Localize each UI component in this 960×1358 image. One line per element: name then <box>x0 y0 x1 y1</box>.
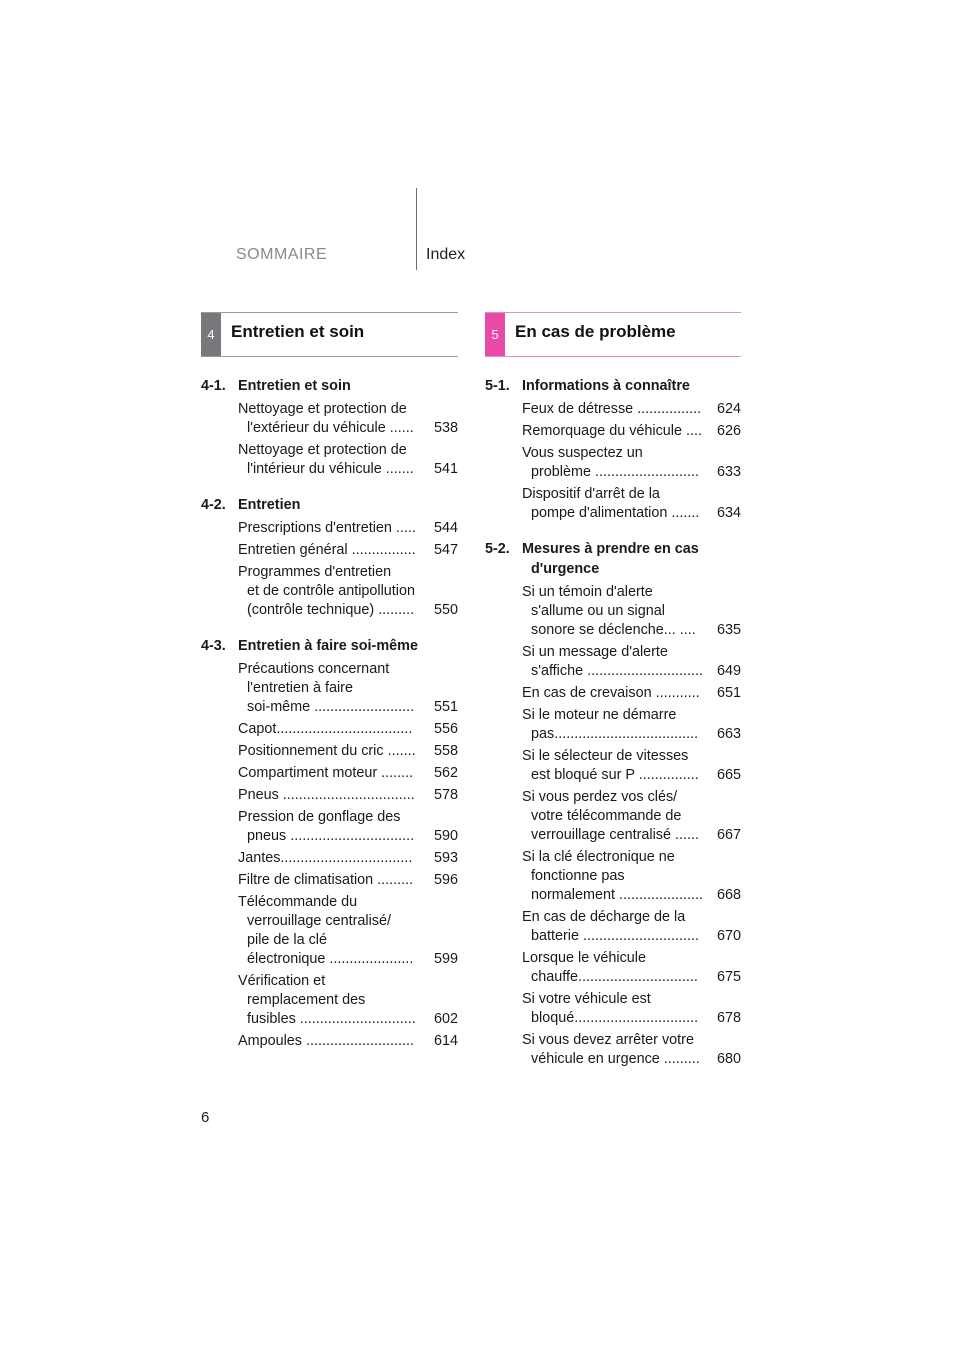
entry-text <box>522 422 709 441</box>
entry-line: fonctionne pas <box>531 868 625 884</box>
entry-text <box>238 742 426 761</box>
toc-entry[interactable] <box>201 1032 458 1051</box>
entry-line: Si la clé électronique ne <box>522 849 675 865</box>
entry-line: batterie ............................. <box>531 928 699 944</box>
entry-page-number: 678 <box>716 1010 741 1026</box>
entry-text <box>522 485 709 523</box>
entry-line: Si un message d'alerte <box>522 644 668 660</box>
entry-line: Jantes................................. <box>238 850 413 866</box>
entry-text <box>522 684 709 703</box>
group-heading <box>201 636 458 656</box>
group-title <box>238 636 458 656</box>
group-number: 4-2. <box>201 497 226 513</box>
entry-page-number: 541 <box>433 461 458 477</box>
entry-page-number: 562 <box>433 765 458 781</box>
entry-page-number: 614 <box>433 1033 458 1049</box>
entry-page-number: 624 <box>716 401 741 417</box>
group-title-line: Informations à connaître <box>522 378 690 394</box>
toc-group <box>201 495 458 620</box>
entry-page-number: 596 <box>433 872 458 888</box>
entry-line: Pneus ................................. <box>238 787 415 803</box>
entry-line: l'intérieur du véhicule ....... <box>247 461 414 477</box>
entry-text <box>238 893 426 969</box>
group-number: 4-3. <box>201 638 226 654</box>
entry-line: s'allume ou un signal <box>531 603 665 619</box>
group-heading <box>201 495 458 515</box>
group-title-line: Entretien <box>238 497 301 513</box>
entry-text <box>238 519 426 538</box>
entry-text <box>522 643 709 681</box>
entry-page-number: 547 <box>433 542 458 558</box>
entry-page-number: 556 <box>433 721 458 737</box>
entry-text <box>522 706 709 744</box>
toc-entry[interactable] <box>485 949 741 987</box>
section-title: En cas de problème <box>515 322 676 341</box>
entry-text <box>522 444 709 482</box>
toc-entry[interactable] <box>485 422 741 441</box>
toc-entry[interactable] <box>485 747 741 785</box>
entry-line: Entretien général ................ <box>238 542 416 558</box>
entry-page-number: 663 <box>716 726 741 742</box>
entry-line: problème .......................... <box>531 464 699 480</box>
group-title <box>522 539 741 579</box>
toc-entry[interactable] <box>485 684 741 703</box>
page-number: 6 <box>201 1109 210 1126</box>
section-header-5 <box>485 312 741 357</box>
toc-entry[interactable] <box>201 786 458 805</box>
entry-text <box>238 972 426 1029</box>
contents-link[interactable]: SOMMAIRE <box>236 246 328 263</box>
entry-page-number: 670 <box>716 928 741 944</box>
section-number-tab: 5 <box>485 313 505 356</box>
toc-entry[interactable] <box>485 848 741 905</box>
entry-page-number: 626 <box>716 423 741 439</box>
entry-page-number: 550 <box>433 602 458 618</box>
entry-text <box>522 990 709 1028</box>
entry-text <box>238 563 426 620</box>
entry-text <box>522 1031 709 1069</box>
toc-entry[interactable] <box>485 990 741 1028</box>
section-title: Entretien et soin <box>231 322 365 341</box>
entry-line: Pression de gonflage des <box>238 809 401 825</box>
entry-page-number: 551 <box>433 699 458 715</box>
toc-entry[interactable] <box>201 660 458 717</box>
entry-page-number: 634 <box>716 505 741 521</box>
toc-entry[interactable] <box>201 764 458 783</box>
entry-line: Si le sélecteur de vitesses <box>522 748 689 764</box>
entry-page-number: 649 <box>716 663 741 679</box>
entry-page-number: 558 <box>433 743 458 759</box>
toc-entry[interactable] <box>201 808 458 846</box>
entry-text <box>522 848 709 905</box>
entry-line: votre télécommande de <box>531 808 682 824</box>
toc-entry[interactable] <box>201 893 458 969</box>
toc-entry[interactable] <box>485 788 741 845</box>
entry-text <box>522 949 709 987</box>
entry-line: Si le moteur ne démarre <box>522 707 677 723</box>
entry-line: et de contrôle antipollution <box>247 583 416 599</box>
entry-line: Feux de détresse ................ <box>522 401 702 417</box>
entry-text <box>238 764 426 783</box>
entry-page-number: 544 <box>433 520 458 536</box>
entry-page-number: 578 <box>433 787 458 803</box>
entry-line: pompe d'alimentation ....... <box>531 505 700 521</box>
entry-line: bloqué............................... <box>531 1010 699 1026</box>
entry-line: chauffe.............................. <box>531 969 698 985</box>
toc-column-5 <box>485 376 741 1085</box>
entry-page-number: 635 <box>716 622 741 638</box>
entry-line: Nettoyage et protection de <box>238 442 407 458</box>
entry-line: électronique ..................... <box>247 951 414 967</box>
entry-page-number: 665 <box>716 767 741 783</box>
toc-entry[interactable] <box>485 1031 741 1069</box>
toc-group <box>201 636 458 1051</box>
toc-entry[interactable] <box>201 871 458 890</box>
group-heading <box>485 539 741 579</box>
toc-group <box>485 376 741 523</box>
entry-line: l'entretien à faire <box>247 680 353 696</box>
toc-entry[interactable] <box>201 742 458 761</box>
entry-page-number: 590 <box>433 828 458 844</box>
entry-text <box>522 747 709 785</box>
entry-line: pneus ............................... <box>247 828 415 844</box>
entry-line: En cas de crevaison ........... <box>522 685 700 701</box>
toc-entry[interactable] <box>485 485 741 523</box>
entry-line: fusibles ............................. <box>247 1011 416 1027</box>
entry-text <box>238 400 426 438</box>
entry-line: Positionnement du cric ....... <box>238 743 416 759</box>
entry-line: Capot.................................. <box>238 721 413 737</box>
entry-line: Remorquage du véhicule .... <box>522 423 702 439</box>
toc-entry[interactable] <box>485 583 741 640</box>
entry-text <box>238 441 426 479</box>
entry-line: Ampoules ........................... <box>238 1033 414 1049</box>
toc-entry[interactable] <box>201 441 458 479</box>
toc-entry[interactable] <box>485 706 741 744</box>
entry-line: Vérification et <box>238 973 326 989</box>
entry-text <box>238 786 426 805</box>
toc-entry[interactable] <box>201 519 458 538</box>
entry-line: est bloqué sur P ............... <box>531 767 699 783</box>
group-title-line: Mesures à prendre en cas <box>522 541 699 557</box>
entry-line: (contrôle technique) ......... <box>247 602 415 618</box>
section-header-4 <box>201 312 458 357</box>
entry-page-number: 602 <box>433 1011 458 1027</box>
entry-line: Prescriptions d'entretien ..... <box>238 520 416 536</box>
toc-entry[interactable] <box>201 720 458 739</box>
toc-entry[interactable] <box>201 400 458 438</box>
section-number-tab: 4 <box>201 313 221 356</box>
entry-line: normalement ..................... <box>531 887 703 903</box>
toc-entry[interactable] <box>485 908 741 946</box>
entry-line: Télécommande du <box>238 894 358 910</box>
entry-text <box>238 720 426 739</box>
entry-text <box>238 849 426 868</box>
entry-line: pile de la clé <box>247 932 327 948</box>
group-number: 4-1. <box>201 378 226 394</box>
entry-page-number: 667 <box>716 827 741 843</box>
entry-line: Dispositif d'arrêt de la <box>522 486 660 502</box>
entry-line: remplacement des <box>247 992 366 1008</box>
toc-entry[interactable] <box>485 400 741 419</box>
entry-line: Si votre véhicule est <box>522 991 651 1007</box>
entry-text <box>238 808 426 846</box>
entry-line: l'extérieur du véhicule ...... <box>247 420 414 436</box>
entry-page-number: 668 <box>716 887 741 903</box>
entry-text <box>238 871 426 890</box>
entry-line: verrouillage centralisé/ <box>247 913 391 929</box>
group-title-line: Entretien et soin <box>238 378 351 394</box>
group-number: 5-2. <box>485 541 510 557</box>
entry-page-number: 593 <box>433 850 458 866</box>
entry-text <box>522 788 709 845</box>
entry-line: soi-même ......................... <box>247 699 415 715</box>
entry-page-number: 675 <box>716 969 741 985</box>
entry-line: Programmes d'entretien <box>238 564 392 580</box>
entry-page-number: 651 <box>716 685 741 701</box>
toc-group <box>485 539 741 1069</box>
entry-line: Vous suspectez un <box>522 445 643 461</box>
entry-text <box>522 583 709 640</box>
entry-line: pas.................................... <box>531 726 699 742</box>
entry-line: Précautions concernant <box>238 661 390 677</box>
toc-column-4 <box>201 376 458 1067</box>
entry-page-number: 680 <box>716 1051 741 1067</box>
toc-entry[interactable] <box>201 563 458 620</box>
toc-entry[interactable] <box>485 444 741 482</box>
group-heading <box>201 376 458 396</box>
entry-line: Si vous devez arrêter votre <box>522 1032 694 1048</box>
group-number: 5-1. <box>485 378 510 394</box>
group-title <box>238 376 458 396</box>
index-link[interactable]: Index <box>426 246 466 263</box>
toc-entry[interactable] <box>201 849 458 868</box>
group-title <box>522 376 741 396</box>
entry-page-number: 633 <box>716 464 741 480</box>
nav-divider <box>416 188 417 270</box>
entry-line: véhicule en urgence ......... <box>531 1051 700 1067</box>
group-heading <box>485 376 741 396</box>
entry-text <box>522 908 709 946</box>
entry-page-number: 599 <box>433 951 458 967</box>
entry-text <box>238 660 426 717</box>
group-title-line: Entretien à faire soi-même <box>238 638 418 654</box>
entry-text <box>238 541 426 560</box>
toc-entry[interactable] <box>201 972 458 1029</box>
entry-line: Si vous perdez vos clés/ <box>522 789 678 805</box>
entry-line: Filtre de climatisation ......... <box>238 872 414 888</box>
entry-text <box>238 1032 426 1051</box>
entry-line: Lorsque le véhicule <box>522 950 646 966</box>
entry-page-number: 538 <box>433 420 458 436</box>
entry-text <box>522 400 709 419</box>
entry-line: sonore se déclenche... .... <box>531 622 696 638</box>
entry-line: Compartiment moteur ........ <box>238 765 414 781</box>
group-title-line: d'urgence <box>531 561 600 577</box>
group-title <box>238 495 458 515</box>
entry-line: Si un témoin d'alerte <box>522 584 653 600</box>
toc-entry[interactable] <box>485 643 741 681</box>
entry-line: verrouillage centralisé ...... <box>531 827 699 843</box>
toc-group <box>201 376 458 479</box>
entry-line: En cas de décharge de la <box>522 909 686 925</box>
entry-line: s'affiche ............................. <box>531 663 704 679</box>
toc-entry[interactable] <box>201 541 458 560</box>
entry-line: Nettoyage et protection de <box>238 401 407 417</box>
